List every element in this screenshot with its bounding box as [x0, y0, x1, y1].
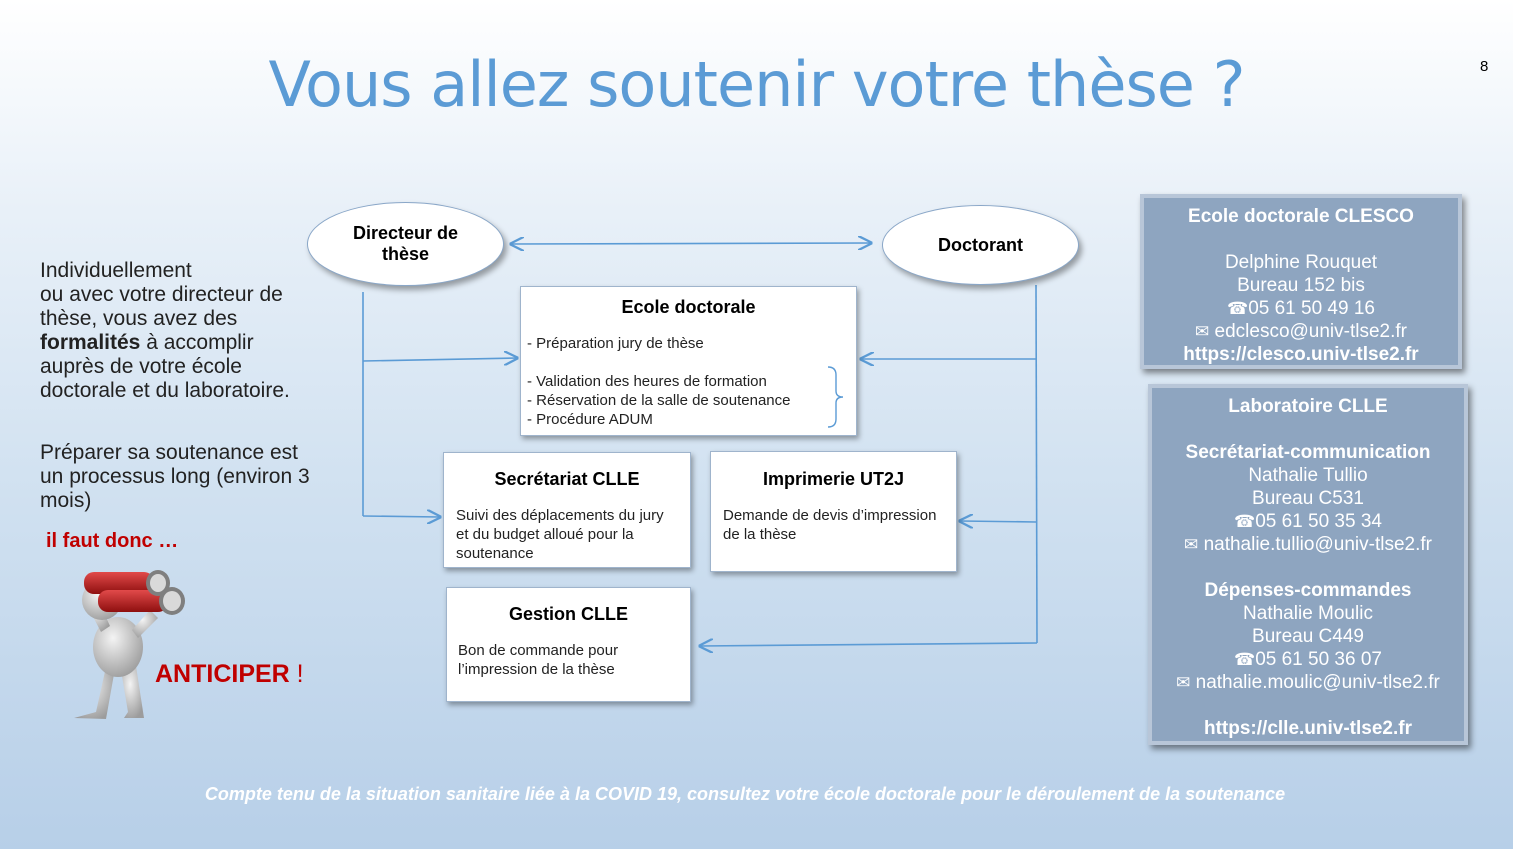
contact-ed-office: Bureau 152 bis — [1237, 275, 1365, 296]
contact-lab-section2-name: Nathalie Moulic — [1243, 603, 1373, 624]
box-imprimerie-title: Imprimerie UT2J — [762, 469, 905, 489]
contact-lab-section2-phone: 05 61 50 36 07 — [1255, 649, 1382, 670]
contact-lab-section1-title: Secrétariat-communication — [1185, 442, 1431, 463]
node-doctorant — [882, 205, 1079, 285]
contact-lab-section1-name: Nathalie Tullio — [1248, 465, 1368, 486]
contact-lab-section2-email[interactable]: nathalie.moulic@univ-tlse2.fr — [1195, 672, 1440, 693]
intro-line1: Individuellement — [40, 259, 192, 282]
box-secretariat-text: Suivi des déplacements du jury et du budget alloué pour la soutenance — [456, 507, 664, 562]
contact-lab-section1-phone: 05 61 50 35 34 — [1255, 511, 1382, 532]
footer-note: Compte tenu de la situation sanitaire liée à la COVID 19, consultez votre école doctorale pour le déroulement de la soutenance — [204, 784, 1286, 804]
arrow-doctorant-imprimerie — [960, 521, 1036, 522]
slide-title: Vous allez soutenir votre thèse ? — [268, 48, 1245, 121]
phone-icon: ☎ — [1234, 512, 1256, 531]
box-imprimerie — [710, 451, 957, 572]
process-text: Préparer sa soutenance est un processus long (environ 3 mois) — [40, 441, 310, 512]
contact-lab-title: Laboratoire CLLE — [1228, 396, 1388, 417]
contact-ed-title: Ecole doctorale CLESCO — [1188, 206, 1414, 227]
box-ecole-title: Ecole doctorale — [621, 297, 756, 317]
curly-brace-icon — [824, 365, 846, 429]
phone-icon: ☎ — [1234, 650, 1256, 669]
box-gestion — [446, 587, 691, 702]
box-gestion-title: Gestion CLLE — [508, 604, 628, 624]
faut-donc-text: il faut donc … — [46, 530, 179, 552]
intro-line3: à accomplir auprès de votre école doctorale et du laboratoire. — [40, 331, 290, 402]
mail-icon: ✉ — [1184, 535, 1199, 554]
line-doctorant-vertical — [1036, 285, 1037, 643]
box-ecole-doctorale — [520, 286, 857, 436]
page-number: 8 — [1480, 58, 1489, 75]
contact-lab-url[interactable]: https://clle.univ-tlse2.fr — [1204, 718, 1412, 739]
ecole-item: - Préparation jury de thèse — [527, 335, 704, 352]
box-gestion-text: Bon de commande pour l’impression de la thèse — [458, 642, 619, 678]
arrow-doctorant-gestion — [700, 643, 1037, 646]
box-secretariat — [443, 452, 691, 568]
anticiper-word: ANTICIPER — [155, 660, 290, 688]
anticiper-bang: ! — [289, 660, 304, 688]
node-directeur — [307, 202, 504, 286]
arrow-directeur-doctorant — [511, 243, 871, 244]
contact-ed-email[interactable]: edclesco@univ-tlse2.fr — [1214, 321, 1407, 342]
arrow-directeur-ecole — [363, 358, 517, 361]
box-secretariat-title: Secrétariat CLLE — [494, 469, 640, 489]
ecole-item: - Procédure ADUM — [527, 411, 653, 428]
contact-ecole-doctorale — [1140, 194, 1462, 369]
contact-lab-section2-title: Dépenses-commandes — [1204, 580, 1412, 601]
contact-laboratoire — [1148, 384, 1468, 745]
mail-icon: ✉ — [1176, 673, 1191, 692]
contact-ed-phone: 05 61 50 49 16 — [1248, 298, 1375, 319]
ecole-item: - Réservation de la salle de soutenance — [527, 392, 791, 409]
arrow-directeur-secretariat — [363, 516, 440, 517]
phone-icon: ☎ — [1227, 299, 1249, 318]
intro-bold: formalités — [40, 331, 141, 354]
mail-icon: ✉ — [1194, 322, 1210, 341]
intro-line2: ou avec votre directeur de thèse, vous avez des — [40, 283, 283, 330]
contact-lab-section1-email[interactable]: nathalie.tullio@univ-tlse2.fr — [1203, 534, 1432, 555]
contact-lab-section1-office: Bureau C531 — [1252, 488, 1364, 509]
box-imprimerie-text: Demande de devis d’impression de la thèse — [723, 507, 937, 543]
contact-lab-section2-office: Bureau C449 — [1252, 626, 1364, 647]
contact-ed-name: Delphine Rouquet — [1224, 252, 1378, 273]
ecole-item: - Validation des heures de formation — [527, 373, 767, 390]
node-doctorant-label: Doctorant — [938, 234, 1023, 255]
node-directeur-label: Directeur de thèse — [352, 223, 459, 264]
contact-ed-url[interactable]: https://clesco.univ-tlse2.fr — [1183, 344, 1419, 365]
